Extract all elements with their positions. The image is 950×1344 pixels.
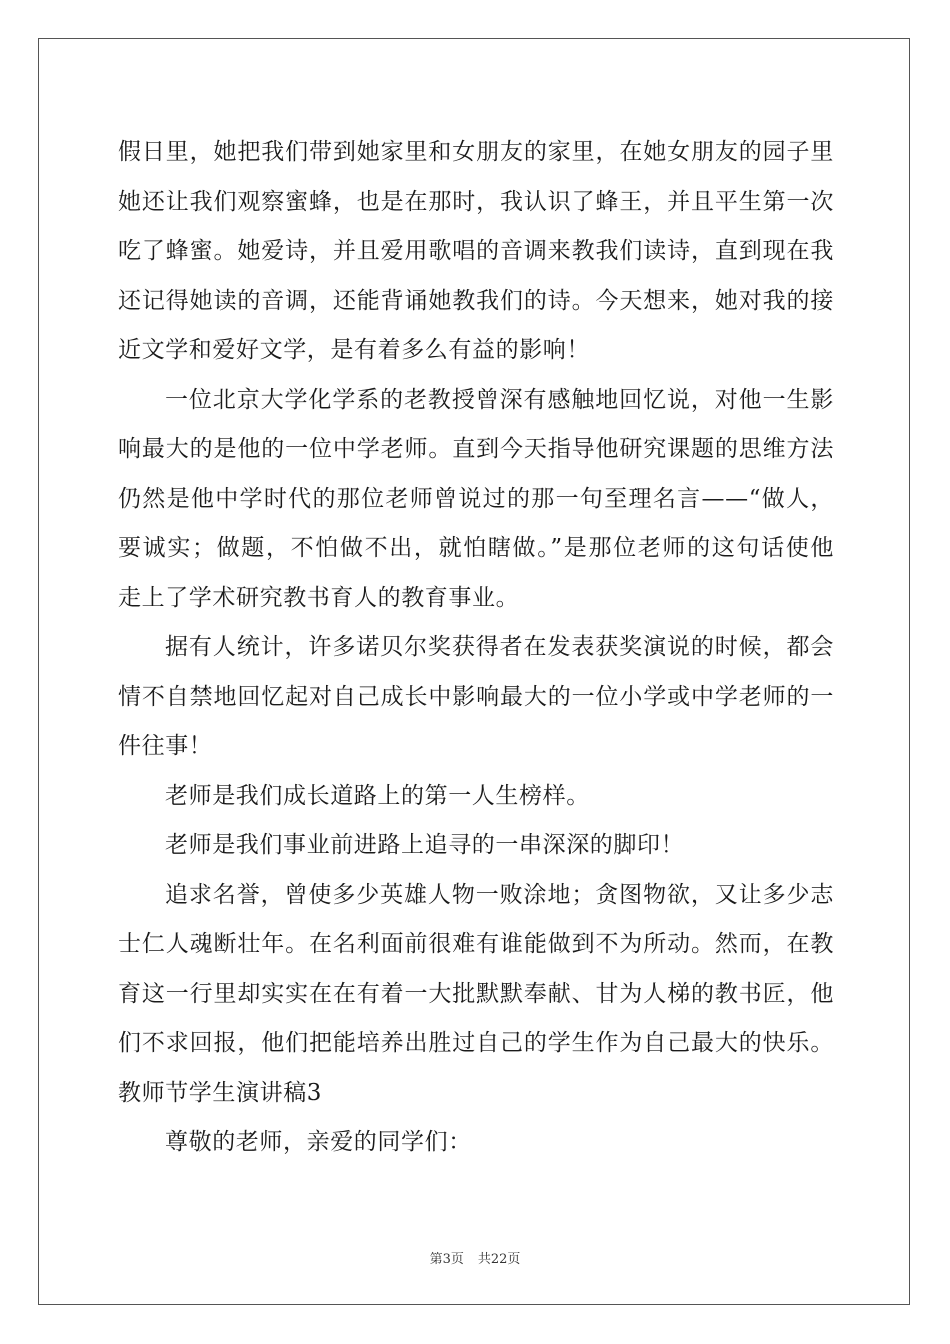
text-line: 吃了蜂蜜。她爱诗，并且爱用歌唱的音调来教我们读诗，直到现在我 xyxy=(118,238,834,264)
text-line: 据有人统计，许多诺贝尔奖获得者在发表获奖演说的时候，都会 xyxy=(165,634,834,660)
text-line: 她还让我们观察蜜蜂，也是在那时，我认识了蜂王，并且平生第一次 xyxy=(118,188,834,215)
page-total: 共22页 xyxy=(477,1252,521,1267)
text-line: 追求名誉，曾使多少英雄人物一败涂地；贪图物欲，又让多少志 xyxy=(165,881,834,908)
text-line: 情不自禁地回忆起对自己成长中影响最大的一位小学或中学老师的一 xyxy=(118,683,834,710)
text-line: 还记得她读的音调，还能背诵她教我们的诗。今天想来，她对我的接 xyxy=(118,287,834,314)
page-number: 第3页 xyxy=(429,1252,464,1267)
text-line: 老师是我们事业前进路上追寻的一串深深的脚印！ xyxy=(165,832,685,858)
text-line: 假日里，她把我们带到她家里和女朋友的家里，在她女朋友的园子里 xyxy=(118,139,834,165)
text-line: 尊敬的老师，亲爱的同学们： xyxy=(165,1129,472,1155)
text-line: 响最大的是他的一位中学老师。直到今天指导他研究课题的思维方法 xyxy=(118,436,834,462)
text-line: 要诚实；做题，不怕做不出，就怕瞎做。”是那位老师的这句话使他 xyxy=(118,535,834,561)
text-line: 近文学和爱好文学，是有着多么有益的影响！ xyxy=(118,337,590,363)
text-line: 件往事！ xyxy=(118,733,213,759)
section-heading: 教师节学生演讲稿3 xyxy=(118,1079,323,1106)
text-line: 育这一行里却实实在在有着一大批默默奉献、甘为人梯的教书匠，他 xyxy=(118,980,834,1007)
text-line: 仍然是他中学时代的那位老师曾说过的那一句至理名言——“做人， xyxy=(118,485,834,512)
text-line: 老师是我们成长道路上的第一人生榜样。 xyxy=(165,782,590,809)
text-line: 走上了学术研究教书育人的教育事业。 xyxy=(118,584,520,611)
text-line: 士仁人魂断壮年。在名利面前很难有谁能做到不为所动。然而，在教 xyxy=(118,931,834,957)
text-line: 一位北京大学化学系的老教授曾深有感触地回忆说，对他一生影 xyxy=(165,386,834,413)
page-footer xyxy=(0,1248,950,1267)
text-line: 们不求回报，他们把能培养出胜过自己的学生作为自己最大的快乐。 xyxy=(118,1030,834,1056)
document-body xyxy=(118,128,834,1168)
